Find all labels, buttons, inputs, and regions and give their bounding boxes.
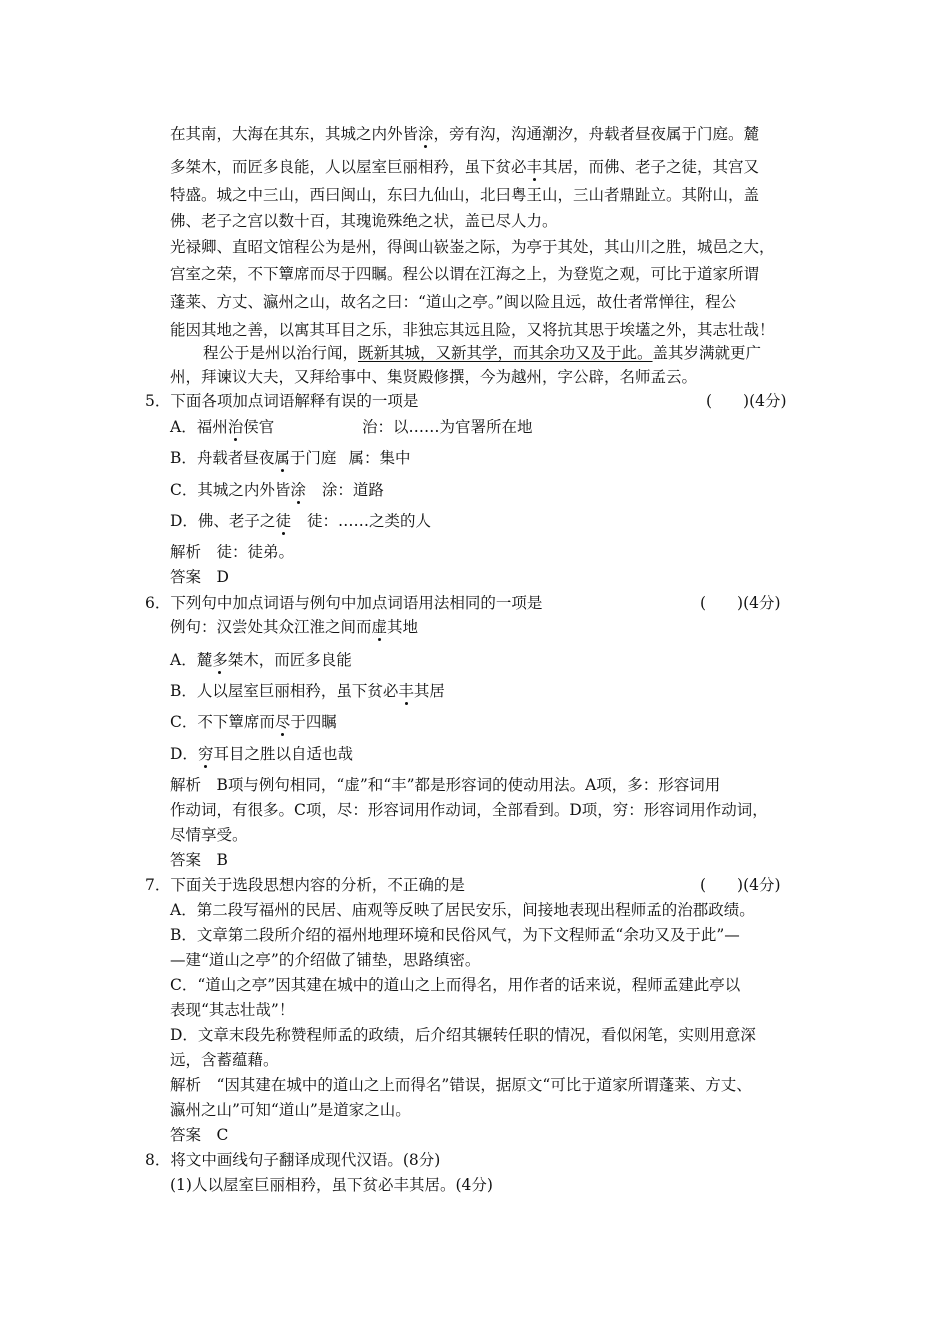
passage-line: 程公于是州以治行闻，既新其城，又新其学，而其余功又及于此。盖其岁满就更广 bbox=[203, 344, 762, 362]
question-7-stem: 7．下面关于选段思想内容的分析，不正确的是 bbox=[145, 876, 465, 894]
question-5-option-a-explain: 治：以……为官署所在地 bbox=[362, 418, 533, 436]
passage-line: 在其南，大海在其东，其城之内外皆涂，旁有沟，沟通潮汐，舟载者昼夜属于门庭。麓 bbox=[170, 125, 760, 143]
passage-line: 佛、老子之宫以数十百，其瑰诡殊绝之状，盖已尽人力。 bbox=[170, 212, 558, 230]
passage-line: 光禄卿、直昭文馆程公为是州，得闽山嵚崟之际，为亭于其处，其山川之胜，城邑之大， bbox=[170, 238, 775, 256]
question-5-stem: 5．下面各项加点词语解释有误的一项是 bbox=[145, 392, 419, 410]
question-6-analysis-line: 尽情享受。 bbox=[170, 826, 248, 844]
question-7-line: B．文章第二段所介绍的福州地理环境和民俗风气，为下文程师孟“余功又及于此”— bbox=[170, 926, 740, 944]
passage-line: 特盛。城之中三山，西曰闽山，东曰九仙山，北曰粤王山，三山者鼎趾立。其附山，盖 bbox=[170, 186, 760, 204]
question-6-answer: 答案 B bbox=[170, 851, 228, 869]
question-6-analysis-line: 作动词，有很多。C项，尽：形容词用作动词，全部看到。D项，穷：形容词用作动词， bbox=[170, 801, 768, 819]
question-6-option-a: A．麓多桀木，而匠多良能 bbox=[170, 651, 352, 669]
question-5-score: ( )(4分) bbox=[706, 392, 787, 410]
question-7-line: A．第二段写福州的民居、庙观等反映了居民安乐，间接地表现出程师孟的治郡政绩。 bbox=[170, 901, 755, 919]
passage-line: 宫室之荣，不下簟席而尽于四瞩。程公以谓在江海之上，为登览之观，可比于道家所谓 bbox=[170, 265, 760, 283]
question-6-score: ( )(4分) bbox=[700, 594, 781, 612]
question-5-option-a: A．福州治侯官 bbox=[170, 418, 275, 436]
question-5-option-d: D．佛、老子之徒 徒：……之类的人 bbox=[170, 512, 431, 530]
question-5-option-b: B．舟载者昼夜属于门庭 属：集中 bbox=[170, 449, 411, 467]
passage-line: 州，拜谏议大夫，又拜给事中、集贤殿修撰，今为越州，字公辟，名师孟云。 bbox=[170, 368, 698, 386]
question-6-analysis-line: 解析 B项与例句相同，“虚”和“丰”都是形容词的使动用法。A项，多：形容词用 bbox=[170, 776, 721, 794]
question-7-score: ( )(4分) bbox=[700, 876, 781, 894]
question-7-line: D．文章末段先称赞程师孟的政绩，后介绍其辗转任职的情况，看似闲笔，实则用意深 bbox=[170, 1026, 756, 1044]
question-6-stem: 6．下列句中加点词语与例句中加点词语用法相同的一项是 bbox=[145, 594, 543, 612]
passage-line: 蓬莱、方丈、瀛州之山，故名之曰：“道山之亭。”闽以险且远，故仕者常惮往，程公 bbox=[170, 293, 737, 311]
question-5-option-c: C．其城之内外皆涂 涂：道路 bbox=[170, 481, 384, 499]
question-8-sub1: (1)人以屋室巨丽相矜，虽下贫必丰其居。(4分) bbox=[170, 1176, 493, 1194]
passage-line: 能因其地之善，以寓其耳目之乐，非独忘其远且险，又将抗其思于埃壒之外，其志壮哉！ bbox=[170, 321, 775, 339]
question-6-option-d: D．穷耳目之胜以自适也哉 bbox=[170, 745, 353, 763]
question-7-line: 远，含蓄蕴藉。 bbox=[170, 1051, 279, 1069]
question-7-line: —建“道山之亭”的介绍做了铺垫，思路缜密。 bbox=[170, 951, 481, 969]
question-6-example: 例句：汉尝处其众江淮之间而虚其地 bbox=[170, 618, 419, 636]
question-7-answer: 答案 C bbox=[170, 1126, 229, 1144]
question-7-line: C．“道山之亭”因其建在城中的道山之上而得名，用作者的话来说，程师孟建此亭以 bbox=[170, 976, 741, 994]
question-7-line: 瀛州之山”可知“道山”是道家之山。 bbox=[170, 1101, 411, 1119]
passage-line: 多桀木，而匠多良能，人以屋室巨丽相矜，虽下贫必丰其居，而佛、老子之徒，其宫又 bbox=[170, 158, 760, 176]
question-8-stem: 8．将文中画线句子翻译成现代汉语。(8分) bbox=[145, 1151, 441, 1169]
question-7-line: 表现“其志壮哉”！ bbox=[170, 1001, 295, 1019]
underlined-sentence: 既新其城，又新其学，而其余功又及于此。 bbox=[358, 344, 653, 362]
question-5-analysis: 解析 徒：徒弟。 bbox=[170, 543, 295, 561]
question-6-option-b: B．人以屋室巨丽相矜，虽下贫必丰其居 bbox=[170, 682, 445, 700]
question-5-answer: 答案 D bbox=[170, 568, 229, 586]
question-6-option-c: C．不下簟席而尽于四瞩 bbox=[170, 713, 337, 731]
question-7-line: 解析 “因其建在城中的道山之上而得名”错误，据原文“可比于道家所谓蓬莱、方丈、 bbox=[170, 1076, 752, 1094]
